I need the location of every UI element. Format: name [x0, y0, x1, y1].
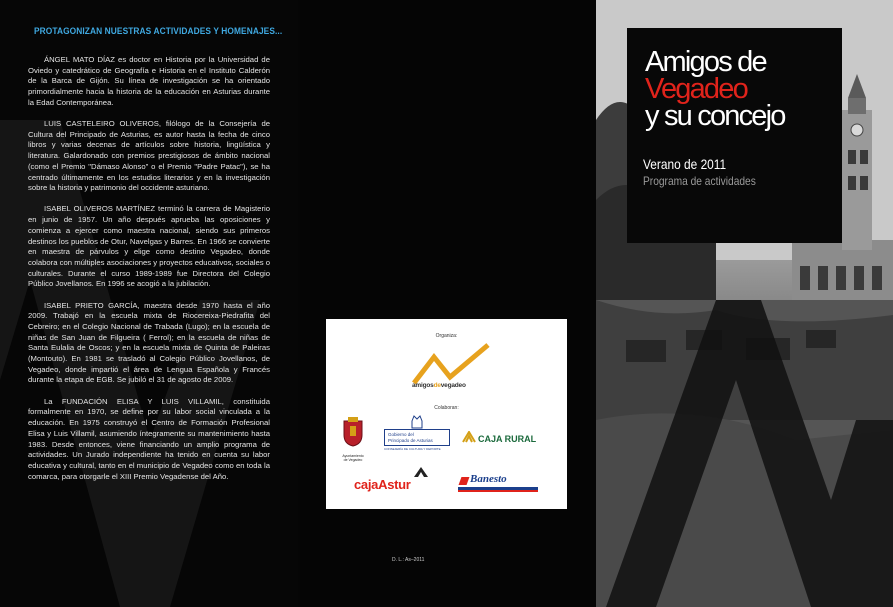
- title-line3: y su concejo: [645, 100, 785, 132]
- logo-word-amigos: amigos: [412, 382, 434, 389]
- crown-crest-icon: [410, 415, 424, 429]
- banesto-stripe-red: [458, 490, 538, 492]
- cajastur-part1: caj: [354, 477, 372, 492]
- gobierno-box: [384, 429, 450, 446]
- gobierno-title-line2: Principado de Asturias: [388, 437, 433, 443]
- section-heading: PROTAGONIZAN NUESTRAS ACTIVIDADES Y HOMENAJES...: [34, 26, 283, 37]
- cajastur-arrow-icon: [414, 465, 428, 477]
- ayuntamiento-logo: [340, 417, 366, 462]
- colaboran-label: Colaboran:: [434, 405, 459, 411]
- bio-fundacion-villamil: La FUNDACIÓN ELISA Y LUIS VILLAMIL, constituida formalmente en 1970, se define por su labor social vinculada a la educación. En 1975 construyó el Centro de Formación Profesional Elisa y Luis Villamil, asumiendo íntegramente su mantenimiento hasta 1983. Desde entonces, viene financiando un amplio programa de actividades. Un Jurado independiente ha tenido en cuenta su labor educativa y cultural, tanto en el municipio de Vegadeo como en toda la comarca, para otorgarle el XIII Premio Vegadense del Año.: [28, 396, 270, 481]
- bio-isabel-oliveros: ISABEL OLIVEROS MARTÍNEZ terminó la carrera de Magisterio en junio de 1957. Un año después aprueba las oposiciones y comienza a ejercer como maestra nacional, siendo sus primeros destinos los pueblos de Otur, Navelgas y Barres. En 1966 se convierte en maestra de párvulos y elige como destino Vegadeo, donde colabora con múltiples asociaciones y proyectos educativos, sociales o culturales. Durante el curso 1989-1989 fue Directora del Colegio Público Jovellanos. En 1996 se acogió a la jubilación.: [28, 204, 270, 289]
- sponsors-card: [326, 319, 567, 509]
- title-box: [627, 28, 842, 243]
- right-panel-cover: [596, 0, 893, 607]
- left-panel: [0, 0, 298, 607]
- title-line2: Vegadeo: [645, 73, 747, 105]
- cajastur-part2: a: [371, 477, 379, 492]
- bio-luis-casteleiro: LUIS CASTELEIRO OLIVEROS, filólogo de la Consejería de Cultura del Principado de Asturias, es autor hasta la fecha de cinco libros y varias decenas de artículos sobre historia, lingüística y literatura. Galardonado con premios prestigiosos de ámbito nacional (como el Premio "Dámaso Alonso" o el Premio "Padre Patac"), se ha centrado últimamente en los estudios literarios y en la investigación sobre la historia y patrimonio del occidente asturiano.: [28, 119, 270, 193]
- caja-rural-logo: [462, 431, 536, 444]
- gobierno-title-line1: Gobierno del: [388, 432, 414, 437]
- title-line1: Amigos de: [645, 46, 766, 78]
- cajastur-logo: [354, 477, 411, 492]
- wheat-icon: [462, 431, 476, 443]
- ayuntamiento-label-line1: Ayuntamiento: [342, 454, 364, 458]
- cajastur-part3: Astur: [378, 477, 411, 492]
- gobierno-asturias-logo: [384, 415, 450, 451]
- gobierno-subtitle: CONSEJERÍA DE CULTURA Y DEPORTE: [384, 447, 441, 451]
- legal-deposit: D. L.: As–2011: [392, 557, 425, 563]
- logo-word-vegadeo: vegadeo: [440, 382, 466, 389]
- organizer-logo-text: [412, 382, 466, 389]
- subtitle-program: Programa de actividades: [643, 174, 756, 188]
- coat-of-arms-icon: [342, 417, 364, 447]
- ayuntamiento-label: [340, 454, 366, 462]
- banesto-mark: [459, 477, 470, 485]
- subtitle: Verano de 2011: [643, 156, 727, 172]
- caja-rural-name: CAJA RURAL: [478, 434, 537, 444]
- middle-panel: [298, 0, 596, 607]
- organiza-label: Organiza:: [435, 333, 458, 339]
- banesto-name: Banesto: [470, 473, 507, 485]
- bio-list: [28, 55, 270, 493]
- bio-isabel-prieto: ISABEL PRIETO GARCÍA, maestra desde 1970 hasta el año 2009. Trabajó en la escuela mixta de Riocereixa-Piedrafita del Cebreiro; en el Colegio Nacional de Trabada (Lugo); en la escuela de niñas de San Juan de Filgueira ( Ferrol); en la escuela de niñas de Santa Eulalia de Oscos; y en la escuela mixta de Quinta de Paleiras (Montouto). En 1981 se trasladó al Colegio Público Jovellanos, de Vegadeo, donde impartió el área de Lengua Española y Francés durante la etapa de EGB. Se jubiló el 31 de agosto de 2009.: [28, 300, 270, 385]
- logo-word-de: de: [433, 382, 441, 389]
- banesto-logo: [458, 473, 538, 493]
- bio-angel-mato: ÁNGEL MATO DÍAZ es doctor en Historia por la Universidad de Oviedo y catedrático de Geografía e Historia en el Instituto Calderón de la Barca de Gijón. Su línea de investigación se ha orientado primordialmente hacia la historia de la educación en Asturias durante la Edad Contemporánea.: [28, 55, 270, 107]
- ayuntamiento-label-line2: de Vegadeo: [343, 458, 363, 462]
